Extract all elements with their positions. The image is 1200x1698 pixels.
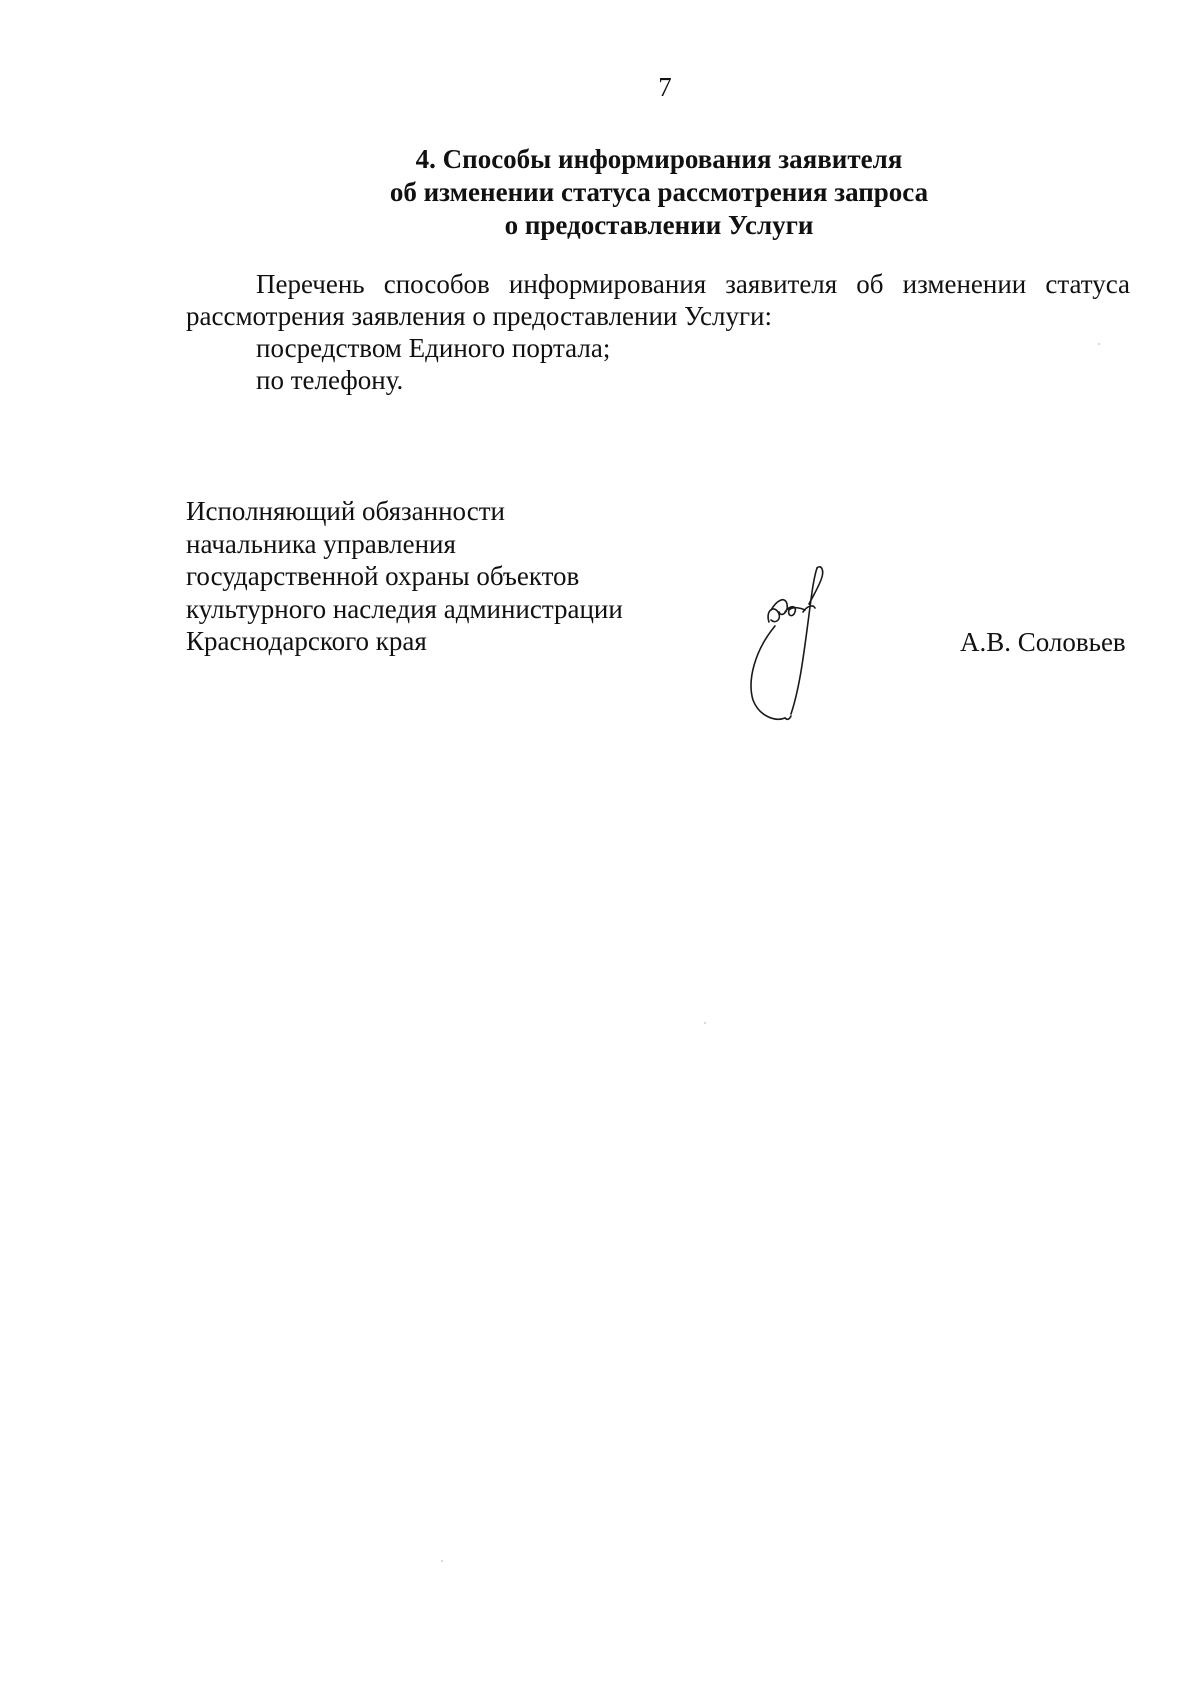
handwritten-signature xyxy=(735,560,860,730)
signatory-title xyxy=(186,495,623,658)
heading-line-3: о предоставлении Услуги xyxy=(504,210,814,240)
signatory-title-line: Исполняющий обязанности xyxy=(186,496,505,526)
body-paragraph: Перечень способов информирования заявителя об изменении статуса рассмотрения заявления о предоставлении Услуги: xyxy=(186,269,1130,331)
list-item: по телефону. xyxy=(256,365,404,395)
signatory-title-line: государственной охраны объектов xyxy=(186,561,580,591)
page-number: 7 xyxy=(658,72,672,102)
signatory-name: А.В. Соловьев xyxy=(960,627,1126,657)
scan-artifact xyxy=(704,1022,706,1024)
signatory-title-line: культурного наследия администрации xyxy=(186,593,623,624)
scan-artifact xyxy=(1098,343,1100,345)
signatory-title-line: начальника управления xyxy=(186,528,456,559)
heading-line-1: 4. Способы информирования заявителя xyxy=(415,144,903,174)
section-heading xyxy=(186,143,1132,242)
list-item: посредством Единого портала; xyxy=(256,333,611,363)
heading-line-2: об изменении статуса рассмотрения запроса xyxy=(389,177,929,207)
body-text xyxy=(186,268,1130,396)
scan-artifact xyxy=(441,1560,443,1562)
signatory-title-line: Краснодарского края xyxy=(186,626,427,656)
